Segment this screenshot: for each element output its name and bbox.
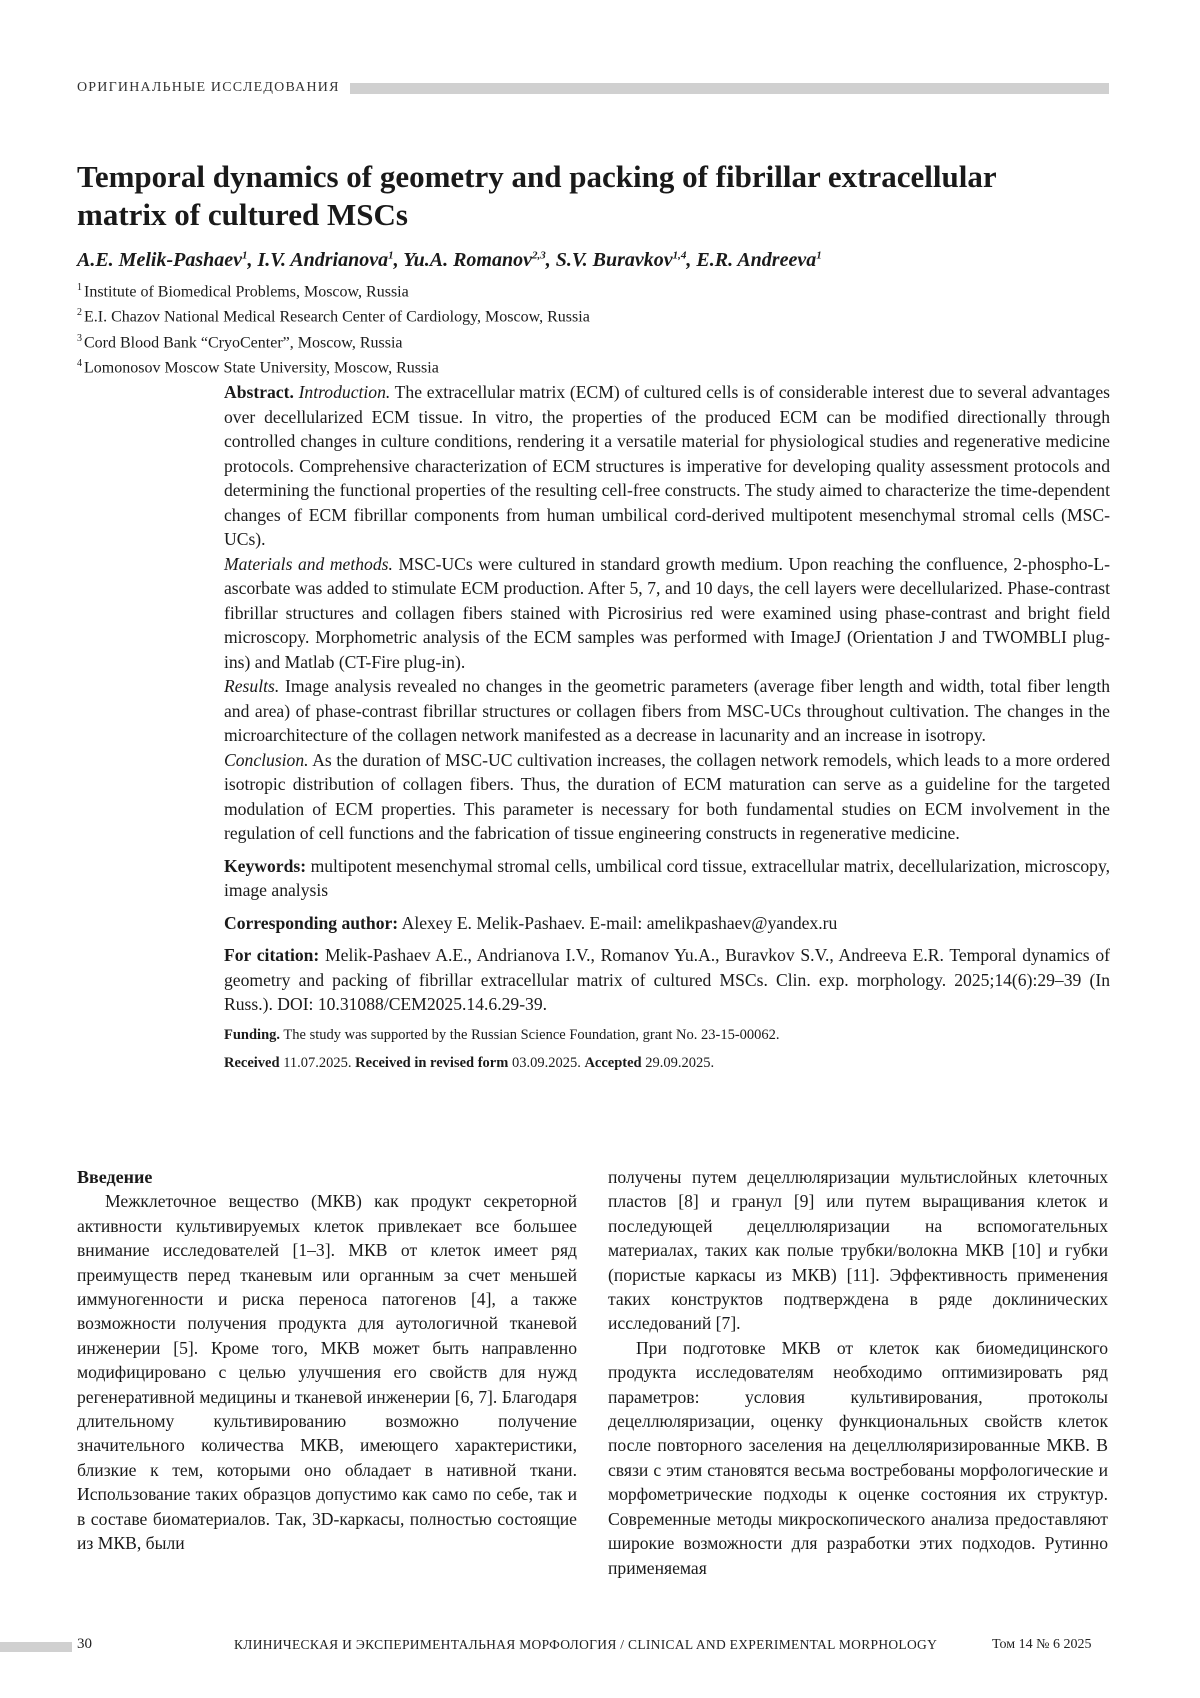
body-paragraph: При подготовке МКВ от клеток как биомедицинского продукта исследователям необходимо оптимизировать ряд параметров: условия культивирования, протоколы децеллюляризации, оценку функциональных свойств клеток после повторного заселения на децеллюляризированные МКВ. В связи с этим становятся весьма востребованы морфологические и морфометрические подходы к оценке состояния их структур. Современные методы микроскопического анализа предоставляют широкие возможности для разработки этих подходов. Рутинно применяемая (608, 1336, 1108, 1580)
body-paragraph: Межклеточное вещество (МКВ) как продукт секреторной активности культивируемых клеток привлекает все большее внимание исследователей [1–3]. МКВ от клеток имеет ряд преимуществ перед тканевым или органным за счет меньшей иммуногенности и риска переноса патогенов [4], а также возможности получения продукта для аутологичной тканевой инженерии [5]. Кроме того, МКВ может быть направленно модифицировано с целью улучшения его свойств для нужд регенеративной медицины и тканевой инженерии [6, 7]. Благодаря длительному культивированию возможно получение значительного количества МКВ, имеющего характеристики, близкие к тем, которыми оно обладает в нативной ткани. Использование таких образцов допустимо как само по себе, так и в составе биоматериалов. Так, 3D-каркасы, полностью состоящие из МКВ, были (77, 1189, 577, 1555)
page-number: 30 (77, 1636, 92, 1653)
body-column-left (77, 1165, 577, 1556)
author: Yu.A. Romanov2,3, (403, 249, 556, 271)
footer-bar (0, 1642, 72, 1652)
author: A.E. Melik-Pashaev1, (77, 249, 258, 271)
section-heading: Введение (77, 1165, 577, 1189)
article-title: Temporal dynamics of geometry and packing of fibrillar extracellular matrix of cultured MSCs (77, 158, 1077, 234)
keywords: Keywords: multipotent mesenchymal stromal cells, umbilical cord tissue, extracellular matrix, decellularization, microscopy, image analysis (224, 854, 1110, 903)
author: S.V. Buravkov1,4, (556, 249, 697, 271)
journal-name: КЛИНИЧЕСКАЯ И ЭКСПЕРИМЕНТАЛЬНАЯ МОРФОЛОГИЯ / CLINICAL AND EXPERIMENTAL MORPHOLOGY (234, 1637, 937, 1653)
affiliation: 3 Cord Blood Bank “CryoCenter”, Moscow, Russia (77, 328, 877, 353)
corresponding-author: Corresponding author: Alexey E. Melik-Pashaev. E-mail: amelikpashaev@yandex.ru (224, 911, 1110, 936)
affiliation: 4 Lomonosov Moscow State University, Moscow, Russia (77, 353, 877, 378)
page-footer (0, 1636, 1200, 1658)
citation: For citation: Melik-Pashaev A.E., Andrianova I.V., Romanov Yu.A., Buravkov S.V., Andreeva E.R. Temporal dynamics of geometry and packing of fibrillar extracellular matrix of cultured MSCs. Clin. exp. morphology. 2025;14(6):29–39 (In Russ.). DOI: 10.31088/CEM2025.14.6.29-39. (224, 943, 1110, 1017)
running-head-bar (350, 83, 1109, 94)
abstract-block (224, 380, 1110, 1073)
abstract-conclusion: Conclusion. As the duration of MSC-UC cultivation increases, the collagen network remodels, which leads to a more ordered isotropic distribution of collagen fibers. Thus, the duration of ECM maturation can serve as a guideline for the targeted modulation of ECM properties. This parameter is necessary for both fundamental studies on ECM involvement in the regulation of cell functions and the fabrication of tissue engineering constructs in regenerative medicine. (224, 748, 1110, 846)
author: I.V. Andrianova1, (258, 249, 404, 271)
author: E.R. Andreeva1 (696, 249, 821, 271)
issue-info: Том 14 № 6 2025 (992, 1637, 1091, 1653)
funding: Funding. The study was supported by the Russian Science Foundation, grant No. 23-15-00062. (224, 1025, 1110, 1045)
abstract-introduction: Abstract. Introduction. The extracellular matrix (ECM) of cultured cells is of considerable interest due to several advantages over decellularized ECM tissue. In vitro, the properties of the produced ECM can be modified directionally through controlled changes in culture conditions, rendering it a versatile material for physiological studies and regenerative medicine protocols. Comprehensive characterization of ECM structures is imperative for developing quality assessment protocols and determining the functional properties of the resulting cell-free constructs. The study aimed to characterize the time-dependent changes of ECM fibrillar components from human umbilical cord-derived multipotent mesenchymal stromal cells (MSC-UCs). (224, 380, 1110, 552)
affiliation-list (77, 277, 877, 378)
affiliation: 2 E.I. Chazov National Medical Research Center of Cardiology, Moscow, Russia (77, 302, 877, 327)
abstract-results: Results. Image analysis revealed no changes in the geometric parameters (average fiber length and width, total fiber length and area) of phase-contrast fibrillar structures or collagen fibers from MSC-UCs throughout cultivation. The changes in the microarchitecture of the collagen network manifested as a decrease in lacunarity and an increase in isotropy. (224, 674, 1110, 748)
author-list (77, 242, 1077, 273)
body-paragraph: получены путем децеллюляризации мультислойных клеточных пластов [8] и гранул [9] или путем выращивания клеток и последующей децеллюляризации на вспомогательных материалах, таких как полые трубки/волокна МКВ [10] и губки (пористые каркасы из МКВ) [11]. Эффективность применения таких конструктов подтверждена в ряде доклинических исследований [7]. (608, 1165, 1108, 1336)
affiliation: 1 Institute of Biomedical Problems, Moscow, Russia (77, 277, 877, 302)
body-column-right (608, 1165, 1108, 1580)
abstract-methods: Materials and methods. MSC-UCs were cultured in standard growth medium. Upon reaching the confluence, 2-phospho-L-ascorbate was added to stimulate ECM production. After 5, 7, and 10 days, the cell layers were decellularized. Phase-contrast fibrillar structures and collagen fibers stained with Picrosirius red were examined using phase-contrast and bright field microscopy. Morphometric analysis of the ECM samples was performed with ImageJ (Orientation J and TWOMBLI plug-ins) and Matlab (CT-Fire plug-in). (224, 552, 1110, 675)
running-head (77, 78, 1109, 98)
section-label: ОРИГИНАЛЬНЫЕ ИССЛЕДОВАНИЯ (77, 80, 340, 96)
article-dates: Received 11.07.2025. Received in revised form 03.09.2025. Accepted 29.09.2025. (224, 1053, 1110, 1073)
